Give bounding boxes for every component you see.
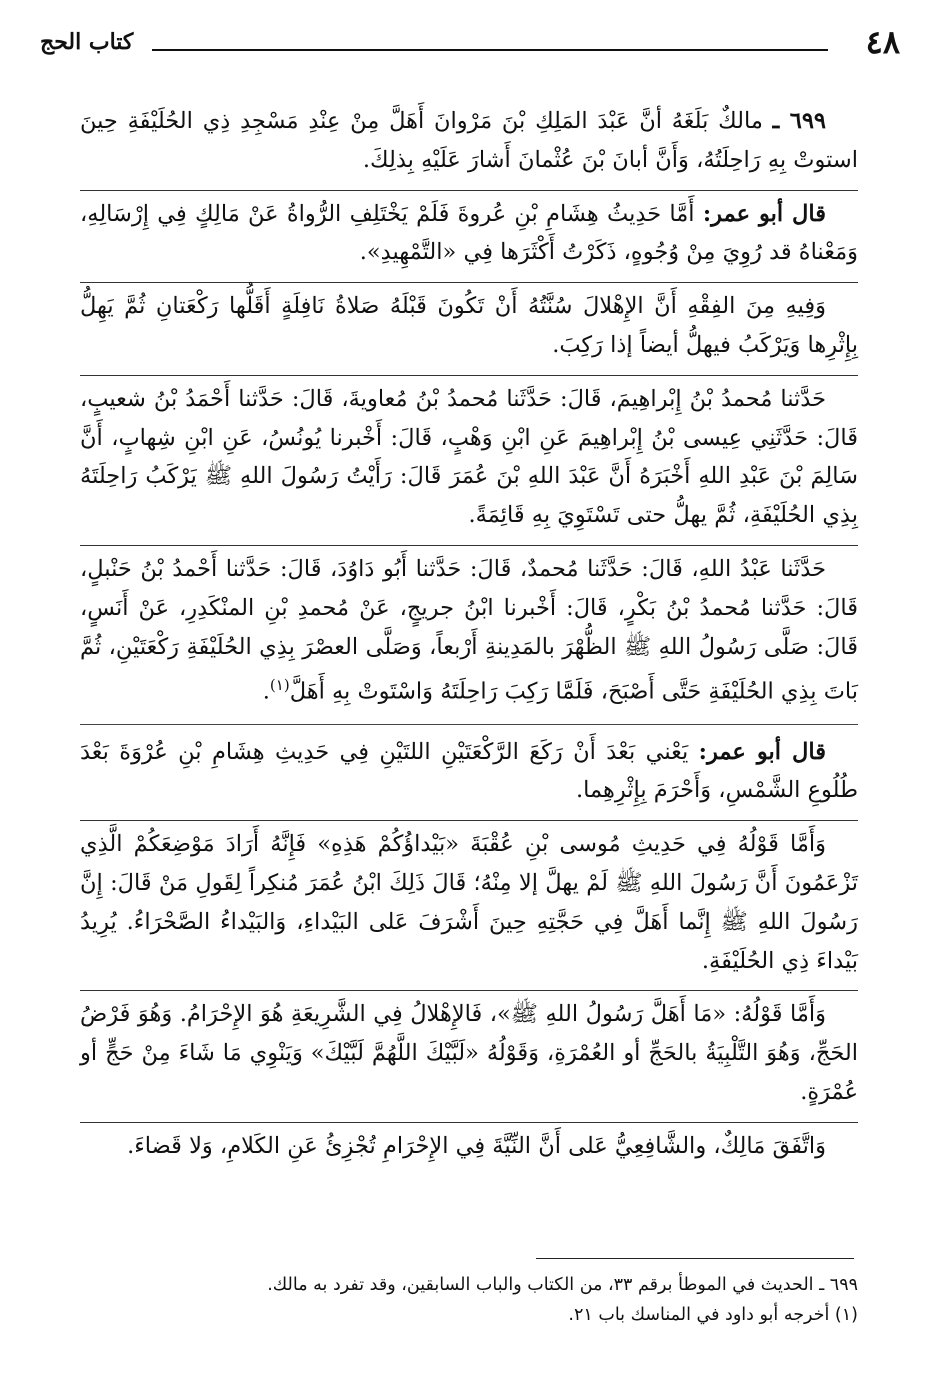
- paragraph-text: وَأَمَّا قَوْلُهُ: «مَا أَهَلَّ رَسُولُ اللهِ ﷺ»، فَالإِهْلالُ فِي الشَّرِيعَةِ هُوَ الإِحْرَامُ. وَهُوَ فَرْضُ الحَجِّ، وَهُوَ التَّلْبِيَةُ بالحَجِّ أو العُمْرَةِ، وَقَوْلُهُ «لَبَّيْكَ اللَّهُمَّ لَبَّيْكَ» وَيَنْوِي مَا شَاءَ مِنْ حَجٍّ أو عُمْرَةٍ.: [80, 1001, 858, 1106]
- paragraph-divider: [80, 545, 858, 546]
- paragraph-commentary-2: [80, 733, 858, 817]
- footnote-separator: [536, 1258, 854, 1259]
- page-number: ٤٨: [865, 23, 900, 61]
- page-body: [80, 102, 858, 1172]
- paragraph-tail: .: [262, 678, 270, 705]
- hadith-number: ٦٩٩ ـ: [772, 108, 826, 134]
- paragraph-divider: [80, 724, 858, 725]
- footnote-marker: (١): [269, 676, 290, 695]
- page-header: [40, 22, 900, 62]
- commentary-lead: قال أبو عمر:: [698, 738, 827, 765]
- paragraph-divider: [80, 282, 858, 283]
- paragraph-divider: [80, 375, 858, 376]
- footnote-699: ٦٩٩ ـ الحديث في الموطأ برقم ٣٣، من الكتاب والباب السابقين، وقد تفرد به مالك.: [267, 1275, 858, 1295]
- footnote-1: (١) أخرجه أبو داود في المناسك باب ٢١.: [568, 1305, 858, 1325]
- paragraph-699: [80, 102, 858, 186]
- paragraph-commentary-1: [80, 195, 858, 279]
- paragraph-divider: [80, 820, 858, 821]
- paragraph-text: وَفِيهِ مِنَ الفِقْهِ أَنَّ الإِهْلالَ سُنَّتُهُ أَنْ تَكُونَ قَبْلَهُ صَلاةُ نَافِلَةٍ أَقَلُّها رَكْعَتانِ ثُمَّ يَهِلُّ بِإِثْرِها وَيَرْكَبُ فيهلُّ أيضاً إذا رَكِبَ.: [80, 293, 858, 358]
- paragraph-text: وَاتَّفَقَ مَالِكٌ، والشَّافِعِيُّ عَلى أَنَّ النِّيَّةَ فِي الإِحْرَامِ تُجْزِئُ عَنِ الكَلامِ، وَلا قَضاءَ.: [127, 1132, 826, 1159]
- paragraph-text: وَأَمَّا قَوْلُهُ فِي حَدِيثِ مُوسى بْنِ عُقْبَةَ «بَيْداؤُكُمْ هَذِهِ» فَإِنَّهُ أَرَادَ مَوْضِعَكُمْ الَّذِي تَزْعَمُونَ أَنَّ رَسُولَ اللهِ ﷺ لَمْ يهلَّ إلا مِنْهُ؛ قَالَ ذَلِكَ ابْنُ عُمَرَ مُنكِراً لِقَولِ مَنْ قَالَ: إِنَّ رَسُولَ اللهِ ﷺ إِنَّما أَهَلَّ فِي حَجَّتِهِ حِينَ أَشْرَفَ عَلى البَيْداءِ، وَالبَيْداءُ الصَّحْرَاءُ. يُرِيدُ بَيْداءَ ذِي الحُلَيْفَةِ.: [80, 831, 858, 974]
- paragraph-divider: [80, 190, 858, 191]
- paragraph-fiqh: [80, 287, 858, 371]
- footnotes: [200, 1270, 858, 1330]
- paragraph-text: مالكٌ بَلَغَهُ أنَّ عَبْدَ المَلِكِ بْنَ مَرْوانَ أَهَلَّ مِنْ عِنْدِ مَسْجِدِ ذِي الحُلَيْفَةِ حِينَ استوتْ بِهِ رَاحِلَتُهُ، وَأَنَّ أبانَ بْنَ عُثْمانَ أَشارَ عَلَيْهِ بِذلِكَ.: [80, 108, 858, 173]
- paragraph-divider: [80, 990, 858, 991]
- header-rule: [152, 49, 828, 51]
- paragraph-niyya: [80, 1127, 858, 1172]
- paragraph-text: أَمَّا حَدِيثُ هِشَامِ بْنِ عُروةَ فَلَمْ يَخْتَلِفِ الرُّواةُ عَنْ مَالِكٍ فِي إِرْسَالِهِ، وَمَعْناهُ قد رُوِيَ مِنْ وُجُوهٍ، ذَكَرْتُ أَكْثَرَها فِي «التَّمْهِيدِ».: [80, 200, 858, 266]
- paragraph-text: حَدَّثنا مُحمدُ بْنُ إِبْراهِيمَ، قَالَ: حَدَّثَنا مُحمدُ بْنُ مُعاويةَ، قَالَ: حَدَّثنا أَحْمَدُ بْنُ شعيبٍ، قَالَ: حَدَّثَنِي عِيسى بْنُ إِبْراهِيمَ عَنِ ابْنِ وَهْبٍ، قَالَ: أَخْبرنا يُونُسُ، عَنِ ابْنِ شِهابٍ، أَنَّ سَالِمَ بْنَ عَبْدِ اللهِ أَخْبَرَهُ أَنَّ عَبْدَ اللهِ بْنَ عُمَرَ قَالَ: رَأَيْتُ رَسُولَ اللهِ ﷺ يَرْكَبُ رَاحِلَتَهُ بِذِي الحُلَيْفَةِ، ثُمَّ يهلُّ حتى تَسْتَوِيَ بِهِ قَائِمَةً.: [80, 385, 858, 529]
- paragraph-baydaa: [80, 825, 858, 986]
- paragraph-isnad-1: [80, 380, 858, 541]
- paragraph-text: حَدَّثَنا عَبْدُ اللهِ، قَالَ: حَدَّثَنا مُحمدٌ، قَالَ: حَدَّثنا أَبُو دَاوُدَ، قَالَ: حَدَّثنا أَحْمدُ بْنُ حَنْبلٍ، قَالَ: حَدَّثنا مُحمدُ بْنُ بَكْرٍ، قَالَ: أَخْبرنا ابْنُ جريجٍ، عَنْ مُحمدِ بْنِ المنْكَدِرِ، عَنْ أَنَسٍ، قَالَ: صَلَّى رَسُولُ اللهِ ﷺ الظُّهْرَ بالمَدِينةِ أَرْبعاً، وَصَلَّى العصْرَ بِذِي الحُلَيْفَةِ رَكْعَتَيْنِ، ثُمَّ بَاتَ بِذِي الحُلَيْفَةِ حَتَّى أَصْبَحَ، فَلَمَّا رَكِبَ رَاحِلَتَهُ وَاسْتَوتْ بِهِ أَهَلَّ: [80, 555, 858, 705]
- paragraph-text: يَعْني بَعْدَ أَنْ رَكَعَ الرَّكْعَتَيْنِ اللتَيْنِ فِي حَدِيثِ هِشَامِ بْنِ عُرْوَةَ بَعْدَ طُلُوعِ الشَّمْسِ، وَأَحْرَمَ بِإِثْرِهِما.: [80, 738, 858, 804]
- paragraph-ihlal: [80, 995, 858, 1117]
- running-title: كتاب الحج: [40, 29, 134, 55]
- paragraph-isnad-2: [80, 550, 858, 718]
- commentary-lead: قال أبو عمر:: [702, 200, 827, 227]
- paragraph-divider: [80, 1122, 858, 1123]
